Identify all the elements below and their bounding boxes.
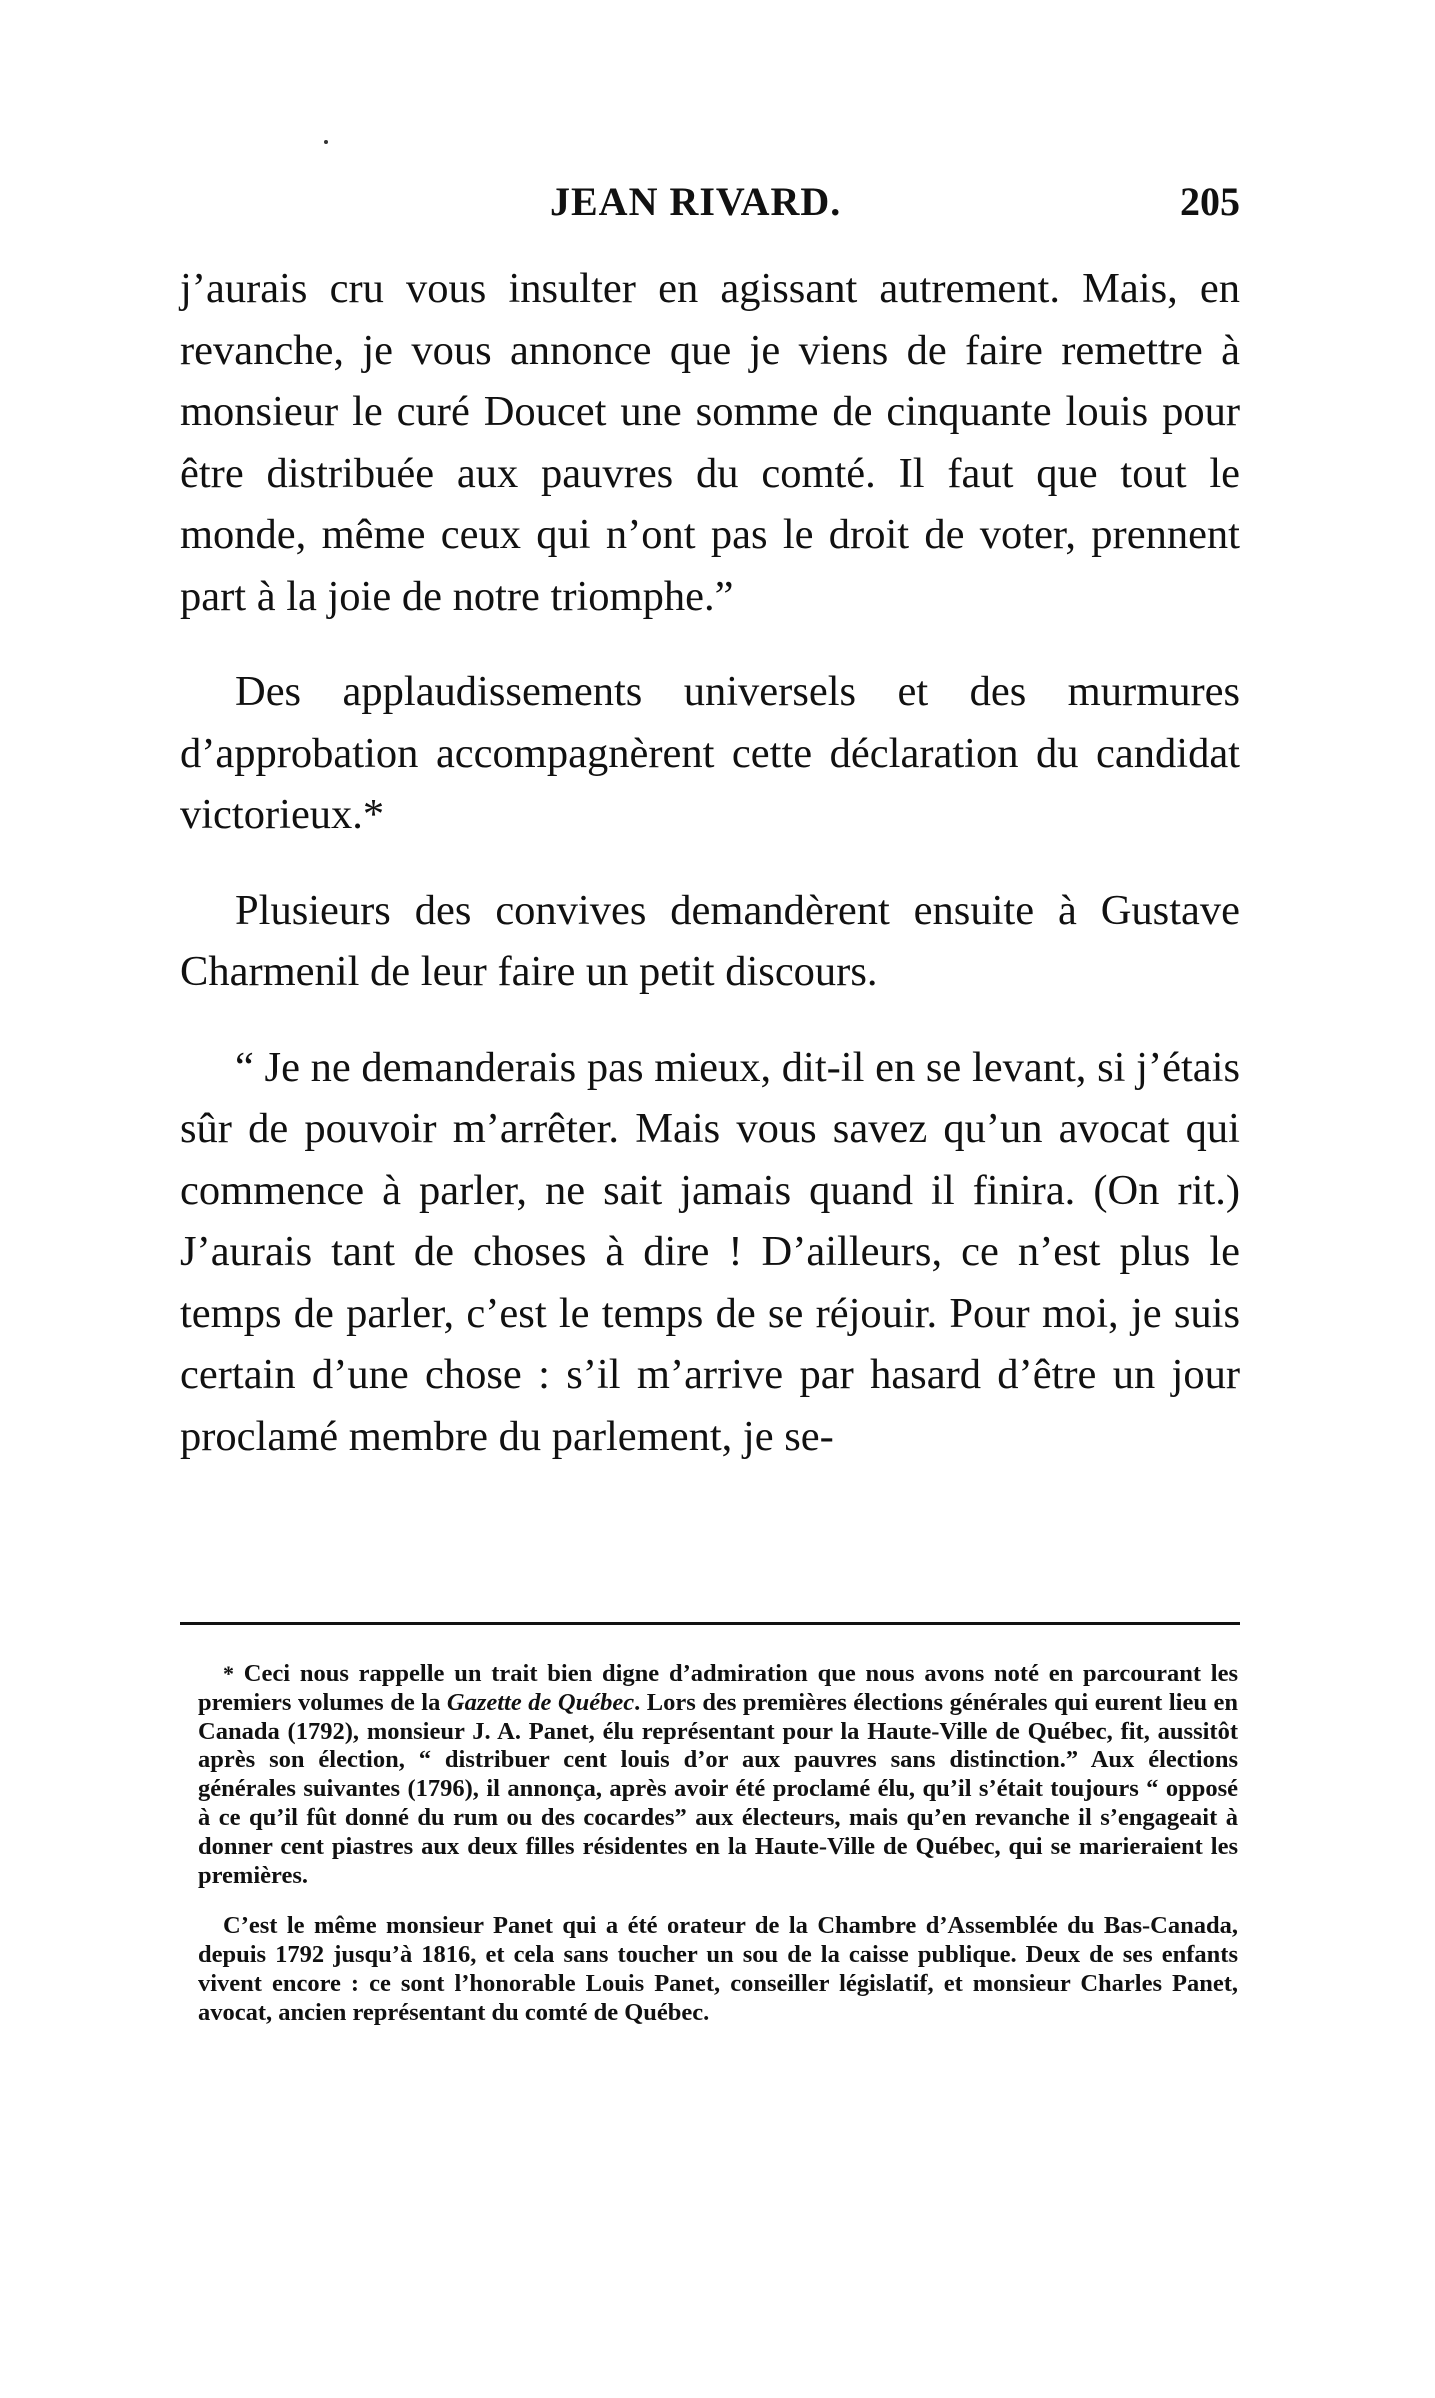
footnotes <box>198 1660 1238 2028</box>
main-text <box>180 258 1240 1467</box>
footnote-1 <box>198 1660 1238 1890</box>
footnote-1-text-start: Ceci nous rappelle un trait bien digne d’admiration que nous avons noté en parcourant les premiers volumes de la <box>198 1660 1238 1716</box>
paragraph-4: “ Je ne demanderais pas mieux, dit-il en se levant, si j’étais sûr de pouvoir m’arrêter. Mais vous savez qu’un avocat qui commence à parler, ne sait jamais quand il finira. (On rit.) J’aurais tant de choses à dire ! D’ailleurs, ce n’est plus le temps de parler, c’est le temps de se réjouir. Pour moi, je suis certain d’une chose : s’il m’arrive par hasard d’être un jour proclamé membre du parlement, je se- <box>180 1043 1240 1460</box>
paragraph-1: j’aurais cru vous insulter en agissant autrement. Mais, en revanche, je vous annonce que je viens de faire remettre à monsieur le curé Doucet une somme de cinquante louis pour être distribuée aux pauvres du comté. Il faut que tout le monde, même ceux qui n’ont pas le droit de voter, prennent part à la joie de notre triomphe.” <box>180 265 1240 620</box>
page-header <box>180 178 1240 238</box>
footnote-marker: * <box>223 1661 234 1686</box>
paragraph-3: Plusieurs des convives demandèrent ensuite à Gustave Charmenil de leur faire un petit discours. <box>180 886 1240 995</box>
print-speck <box>324 140 328 144</box>
footnote-1-text-end: . Lors des premières élections générales qui eurent lieu en Canada (1792), monsieur J. A. Panet, élu représentant pour la Haute-Ville de Québec, fit, aussitôt après son élection, “ distribuer cent louis d’or aux pauvres sans distinction.” Aux élections générales suivantes (1796), il annonça, après avoir été proclamé élu, qu’il s’était toujours “ opposé à ce qu’il fût donné du rum ou des cocardes” aux électeurs, mais qu’en revanche il s’engageait à donner cent piastres aux deux filles résidentes en la Haute-Ville de Québec, qui se marieraient les premières. <box>198 1688 1238 1889</box>
footnote-2: C’est le même monsieur Panet qui a été orateur de la Chambre d’Assemblée du Bas-Canada, depuis 1792 jusqu’à 1816, et cela sans toucher un sou de la caisse publique. Deux de ses enfants vivent encore : ce sont l’honorable Louis Panet, conseiller législatif, et monsieur Charles Panet, avocat, ancien représentant du comté de Québec. <box>198 1912 1238 2026</box>
running-title: JEAN RIVARD. <box>550 179 842 224</box>
footnote-1-publication-title: Gazette de Québec <box>446 1688 635 1716</box>
footnote-divider <box>180 1622 1240 1625</box>
page-number: 205 <box>1180 179 1240 224</box>
paragraph-2: Des applaudissements universels et des murmures d’approbation accompagnèrent cette déclaration du candidat victorieux.* <box>180 668 1240 838</box>
